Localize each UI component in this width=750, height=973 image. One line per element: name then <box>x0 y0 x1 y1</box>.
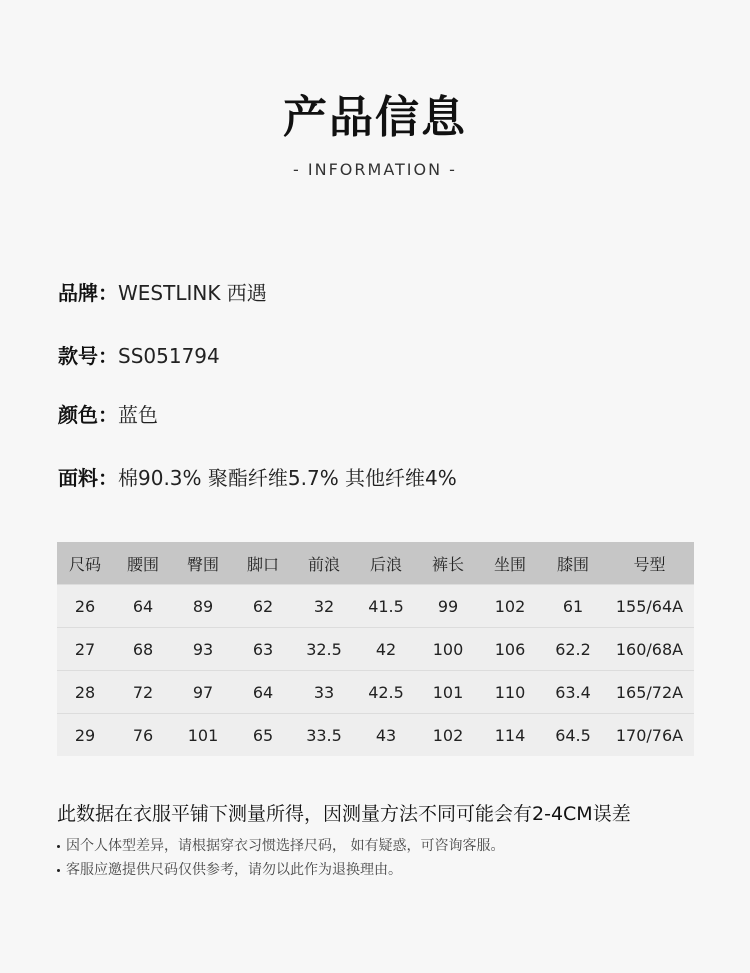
info-brand <box>58 279 267 307</box>
table-cell: 114 <box>479 714 541 757</box>
header-cell: 膝围 <box>541 542 605 585</box>
table-cell: 72 <box>113 671 173 714</box>
size-table <box>57 542 694 756</box>
info-color <box>58 401 158 429</box>
header-cell: 坐围 <box>479 542 541 585</box>
table-cell: 165/72A <box>605 671 694 714</box>
table-cell: 33.5 <box>293 714 355 757</box>
size-table-header-row <box>57 542 694 585</box>
color-value: 蓝色 <box>118 403 158 427</box>
table-row <box>57 628 694 671</box>
table-cell: 29 <box>57 714 113 757</box>
style-number-label: 款号： <box>58 344 118 368</box>
table-cell: 155/64A <box>605 585 694 628</box>
fabric-label: 面料： <box>58 466 118 490</box>
table-cell: 42.5 <box>355 671 417 714</box>
table-row <box>57 585 694 628</box>
header-cell: 臀围 <box>173 542 233 585</box>
bullet-icon <box>57 845 60 848</box>
table-cell: 160/68A <box>605 628 694 671</box>
header-cell: 尺码 <box>57 542 113 585</box>
table-cell: 110 <box>479 671 541 714</box>
table-cell: 32.5 <box>293 628 355 671</box>
table-cell: 101 <box>417 671 479 714</box>
measurement-note: 此数据在衣服平铺下测量所得，因测量方法不同可能会有2-4CM误差 <box>57 803 631 825</box>
table-cell: 89 <box>173 585 233 628</box>
fabric-value: 棉90.3% 聚酯纤维5.7% 其他纤维4% <box>118 466 457 490</box>
page-title: 产品信息 <box>283 92 467 143</box>
bullet-icon <box>57 869 60 872</box>
brand-label: 品牌： <box>58 281 118 305</box>
brand-value: WESTLINK 西遇 <box>118 281 267 305</box>
color-label: 颜色： <box>58 403 118 427</box>
table-cell: 43 <box>355 714 417 757</box>
note-item <box>57 860 402 880</box>
page-subtitle: - INFORMATION - <box>293 160 457 179</box>
table-cell: 99 <box>417 585 479 628</box>
info-fabric <box>58 464 457 492</box>
table-cell: 63.4 <box>541 671 605 714</box>
table-cell: 41.5 <box>355 585 417 628</box>
table-cell: 106 <box>479 628 541 671</box>
note-item-text: 客服应邀提供尺码仅供参考，请勿以此作为退换理由。 <box>66 862 402 878</box>
info-style-number <box>58 342 220 370</box>
table-cell: 62 <box>233 585 293 628</box>
table-cell: 101 <box>173 714 233 757</box>
table-cell: 102 <box>417 714 479 757</box>
table-cell: 64.5 <box>541 714 605 757</box>
table-cell: 64 <box>233 671 293 714</box>
style-number-value: SS051794 <box>118 344 220 368</box>
table-cell: 32 <box>293 585 355 628</box>
table-row <box>57 671 694 714</box>
table-cell: 28 <box>57 671 113 714</box>
table-cell: 102 <box>479 585 541 628</box>
table-cell: 100 <box>417 628 479 671</box>
table-cell: 62.2 <box>541 628 605 671</box>
table-cell: 93 <box>173 628 233 671</box>
table-cell: 61 <box>541 585 605 628</box>
table-cell: 27 <box>57 628 113 671</box>
table-cell: 33 <box>293 671 355 714</box>
table-cell: 68 <box>113 628 173 671</box>
header-cell: 裤长 <box>417 542 479 585</box>
table-cell: 64 <box>113 585 173 628</box>
table-cell: 63 <box>233 628 293 671</box>
header-cell: 前浪 <box>293 542 355 585</box>
table-cell: 42 <box>355 628 417 671</box>
note-item <box>57 836 504 856</box>
table-cell: 65 <box>233 714 293 757</box>
header-cell: 后浪 <box>355 542 417 585</box>
table-cell: 76 <box>113 714 173 757</box>
header-cell: 号型 <box>605 542 694 585</box>
table-row <box>57 714 694 757</box>
header-cell: 脚口 <box>233 542 293 585</box>
table-cell: 26 <box>57 585 113 628</box>
table-cell: 170/76A <box>605 714 694 757</box>
note-item-text: 因个人体型差异，请根据穿衣习惯选择尺码， 如有疑惑，可咨询客服。 <box>66 838 505 854</box>
header-cell: 腰围 <box>113 542 173 585</box>
table-cell: 97 <box>173 671 233 714</box>
